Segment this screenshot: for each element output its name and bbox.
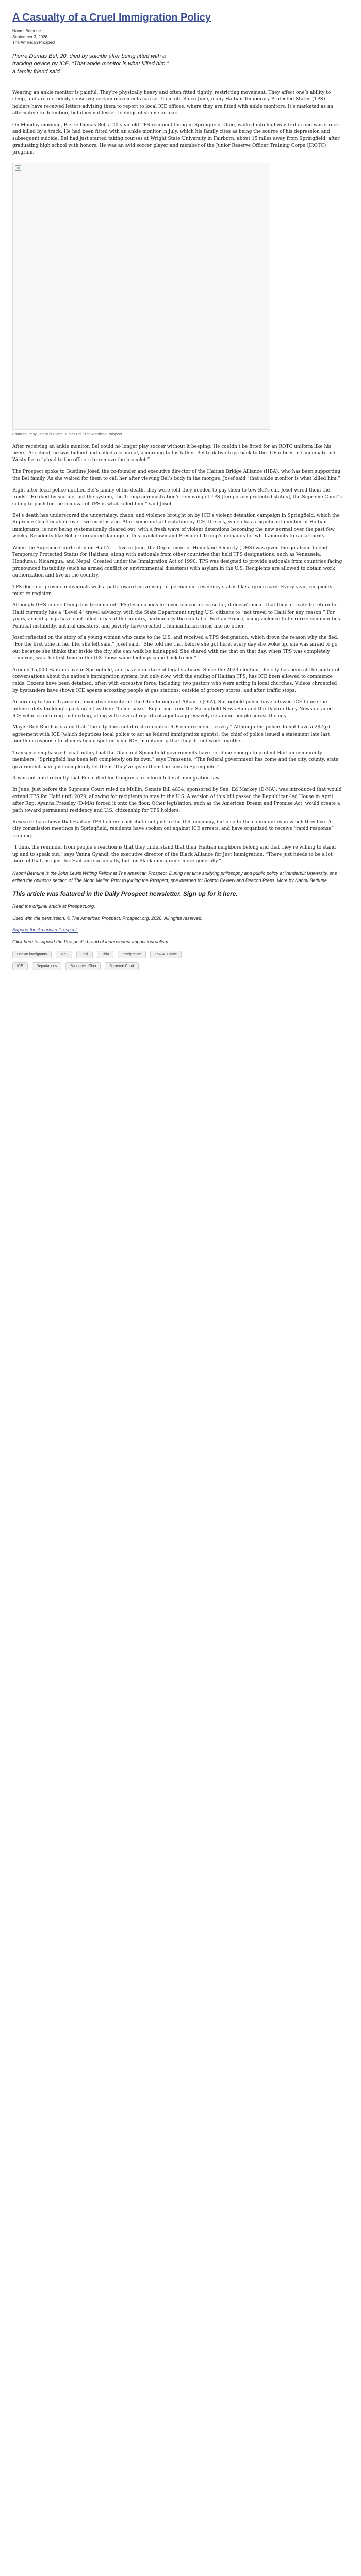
publication-link[interactable]: The American Prospect (12, 40, 56, 45)
tag-chip[interactable]: Springfield Ohio (65, 962, 101, 970)
tag-chip[interactable]: Haiti (76, 951, 93, 958)
tag-chip[interactable]: Ohio (97, 951, 114, 958)
support-link[interactable]: Support the American Prospect. (12, 927, 78, 933)
broken-image-icon (15, 165, 21, 171)
tag-chip[interactable]: Haitian immigrants (12, 951, 52, 958)
body-paragraph: TPS does not provide individuals with a path toward citizenship or permanent residency status like a green card. Every year, recipients must re-register. (12, 584, 332, 597)
body-paragraph: When the Supreme Court ruled on Haiti’s — five in June, the Department of Homeland Security (DHS) was given the go-ahead to end Temporary Protected Status for Haitians, along with nationals from other countries that held TPS designations, such as Venezuela, Honduras, Nicaragua, and Nepal. Created under the Immigration Act of 1990, TPS was designed to provide nationals from countries facing pronounced instability (such as armed conflict or environmental disasters) with asylum in the U.S. Recipients are allowed to obtain work authorization and live in the country. (12, 545, 342, 579)
body-paragraph: On Monday morning, Pierre Dumas Bel, a 20-year-old TPS recipient living in Springfield, Ohio, walked into highway traffic and was struck and killed by a truck. He had been fitted with an ankle monitor in July, which his family cites as being the source of his depression and subsequent suicide. Bel had just started taking courses at Wright State University in Fairborn, about 15 miles away from Springfield, after graduating high school with honors. He was an avid soccer player and member of the Junior Reserve Officer Training Corps (JROTC) program. (12, 122, 340, 156)
body-paragraph: Bel’s death has underscored the uncertainty, chaos, and violence brought on by ICE’s violent detention campaign in Springfield, which the Supreme Court enabled over two months ago. After some initial hesitation by ICE, the city, which has a significant number of Haitian immigrants, is now being systematically cleared out, with a fresh wave of violent detentions becoming the new normal over the past few weeks. Residents like Bel are ordained damage in this crackdown and President Trump’s demands for what amounts to racial purity. (12, 513, 340, 539)
body-paragraph: Mayor Rob Rue has stated that “the city does not direct or control ICE enforcement activity.” Although the police do not have a 287(g) agreement with ICE (which deputizes local police to act as federal immigration agents), the chief of police issued a statement late last month in response to officers being spotted near ICE, maintaining that they do not work together. (12, 725, 330, 744)
body-paragraph: After receiving an ankle monitor, Bel could no longer play soccer without it beeping. He couldn’t be fitted for an ROTC uniform like his peers. At school, he was bullied and called a criminal, according to his father. Bel took two trips back to the ICE offices in Cincinnati and Westville to “plead to the officers to remove the bracelet.” (12, 444, 336, 463)
photo-caption: Photo courtesy Family of Pierre Dumas Bel / The American Prospect (12, 432, 122, 436)
article-dek: Pierre Dumas Bel, 20, died by suicide after being fitted with a tracking device by ICE. “That ankle monitor is what killed him,” a family friend said. (12, 53, 169, 75)
article-title[interactable]: A Casualty of a Cruel Immigration Policy (12, 12, 211, 23)
body-paragraph: According to Lynn Transente, executive director of the Ohio Immigrant Alliance (OIA), Springfield police have allowed ICE to use the public safety building’s parking lot as their “home base.” Reporting from the Springfield News-Sun and the Dayton Daily News detailed ICE vehicles entering and exiting, along with several reports of agents aggressively detaining people across the city. (12, 700, 333, 719)
body-paragraph: It was not until recently that Rue called for Congress to reform federal immigration law. (12, 775, 221, 781)
tag-chip[interactable]: Law & Justice (150, 951, 182, 958)
tag-chip[interactable]: Supreme Court (105, 962, 138, 970)
tag-chip[interactable]: TPS (56, 951, 72, 958)
body-paragraph: Josef reflected on the story of a young woman who came to the U.S. and received a TPS designation, which drove the reason why she fled. “For the first time in her life, she felt safe,” Josef said. “She told me that before she got here, every day she woke up, she was afraid to go out because she thinks that inside the city she can walk be kidnapped. She shared with me that on that day, when TPS was completely removed, was the first time in the U.S. those same feelings came back to her.” (12, 635, 339, 662)
tag-list (12, 951, 188, 974)
body-paragraph: The Prospect spoke to Gustline Josef, the co-founder and executive director of the Haitian Bridge Alliance (HBA), who has been supporting the Bel family. As she waited for them to call her after viewing Bel’s body in the morgue, Josef said “that ankle monitor is what killed him.” (12, 469, 341, 482)
tag-chip[interactable]: Immigration (118, 951, 146, 958)
author-name: Naomi Bethune (12, 29, 41, 33)
publish-date: September 3, 2026 (12, 35, 48, 39)
original-article-note[interactable]: Read the original article at Prospect.org. (12, 904, 95, 909)
body-paragraph: Right after local police notified Bel’s family of his death, they were told they needed to pay them to tow Bel’s car. Josef wired them the funds. “He died by suicide, but the system, the Trump administration’s removing of TPS [temporary protected status], the Supreme Court’s siding to push for the removal of TPS is what killed him,” said Josef. (12, 487, 342, 507)
newsletter-callout[interactable]: This article was featured in the Daily Prospect newsletter. Sign up for it here. (12, 890, 238, 898)
body-paragraph: Although DHS under Trump has terminated TPS designations for over ten countries so far, it doesn’t mean that they are safe to return to. Haiti currently has a “Level 4” travel advisory, with the State Department urging U.S. citizens to “not travel to Haiti for any reason.” For years, armed gangs have controlled areas of the country, particularly the capital of Port-au-Prince, using violence to terrorize communities. Political instability, natural disasters, and poverty have created a humanitarian crisis like no other. (12, 603, 342, 629)
body-paragraph: “I think the reminder from people’s reaction is that they understand that their Haitian neighbors belong and that they’re willing to stand up and to speak out,” says Vanna Gyandi, the executive director of the Black Alliance for Just Immigration. “There just needs to be a lot more of that, not just for Haitians specifically, but for Black immigrants more generally.” (12, 845, 336, 864)
tag-chip[interactable]: ICE (12, 962, 28, 970)
permission-note: Used with the permission. © The American Prospect, Prospect.org, 2026. All rights reserved. (12, 916, 203, 921)
body-paragraph: Transente emphasized local outcry that the Ohio and Springfield governments have not done enough to protect Haitian community members. “Springfield has been left completely on its own,” says Transente. “The federal government has come and the city, county, state government have just completely let them. They’ve given them the keys to Springfield.” (12, 750, 339, 770)
tag-chip[interactable]: Deportations (32, 962, 62, 970)
donate-note[interactable]: Click here to support the Prospect’s brand of independent impact journalism. (12, 939, 170, 945)
body-paragraph: In June, just before the Supreme Court ruled on Mullin, Senate Bill 4834, sponsored by Sen. Ed Markey (D-MA), was introduced that would extend TPS for Haiti until 2029, allowing for recipients to stay in the U.S. A version of this bill passed the Republican-led House in April after Rep. Ayanna Pressley (D-MA) forced it onto the floor. Other legislation, such as the American Dream and Promise Act, would create a path toward permanent residency and U.S. citizenship for TPS holders. (12, 787, 342, 814)
article-photo (12, 163, 270, 430)
article (12, 11, 342, 2576)
body-paragraph: Around 15,000 Haitians live in Springfield, and have a mixture of legal statuses. Since the 2024 election, the city has been at the center of conversations about the nation’s immigration system, but only now, with the ending of Haitian TPS, has ICE been allowed to commence raids. Dozens have been detained, often with excessive force, including two pastors who were acting in local churches. Videos chronicled by bystanders have shown ICE agents accosting people at gas stations, outside of grocery stores, and after traffic stops. (12, 667, 340, 693)
body-paragraph: Wearing an ankle monitor is painful. They’re physically heavy and often fitted tightly, restricting movement. They affect one’s ability to sleep, and are incredibly sensitive; certain movements can set them off. Since June, many Haitian Temporary Protected Status (TPS) holders have received letters advising them to report to local ICE offices, where they are fitted with ankle monitors. It’s marketed as an alternative to detention, but does not lessen feelings of shame or fear. (12, 90, 334, 116)
author-bio: Naomi Bethune is the John Lewis Writing Fellow at The American Prospect. During her time studying philosophy and public policy at Vanderbilt University, she edited the opinions section of The Moon Mailer. Prior to joining the Prospect, she interned for Boston Review and Beacon Press. More by Naomi Bethune (12, 871, 337, 883)
body-paragraph: Research has shown that Haitian TPS holders contribute not just to the U.S. economy, but also to the communities in which they live. At city commission meetings in Springfield, residents have spoken out against ICE arrests, and have organized to receive “rapid response” training. (12, 819, 334, 839)
